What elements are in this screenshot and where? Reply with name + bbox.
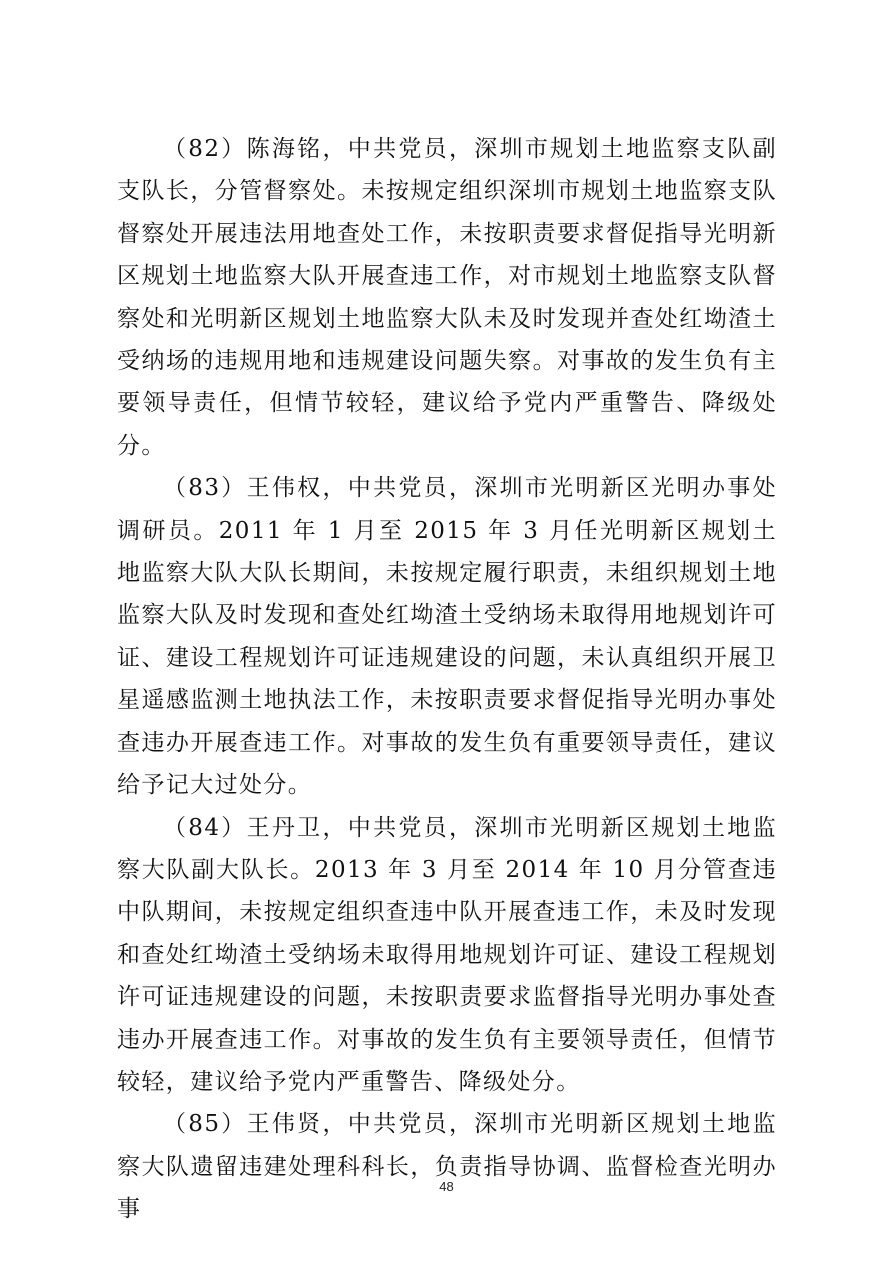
page-number: 48	[439, 1179, 454, 1194]
paragraph-83: （83）王伟权，中共党员，深圳市光明新区光明办事处调研员。2011 年 1 月至 2015 年 3 月任光明新区规划土地监察大队大队长期间，未按规定履行职责，未组织规划土地监察大队及时发现和查处红坳渣土受纳场未取得用地规划许可证、建设工程规划许可证违规建设的问题，未认真组织开展卫星遥感监测土地执法工作，未按职责要求督促指导光明办事处查违办开展查违工作。对事故的发生负有重要领导责任，建议给予记大过处分。	[117, 475, 777, 799]
paragraph-82: （82）陈海铭，中共党员，深圳市规划土地监察支队副支队长，分管督察处。未按规定组织深圳市规划土地监察支队督察处开展违法用地查处工作，未按职责要求督促指导光明新区规划土地监察大队开展查违工作，对市规划土地监察支队督察处和光明新区规划土地监察大队未及时发现并查处红坳渣土受纳场的违规用地和违规建设问题失察。对事故的发生负有主要领导责任，但情节较轻，建议给予党内严重警告、降级处分。	[117, 136, 777, 459]
paragraph-84: （84）王丹卫，中共党员，深圳市光明新区规划土地监察大队副大队长。2013 年 3 月至 2014 年 10 月分管查违中队期间，未按规定组织查违中队开展查违工作，未及时发现和查处红坳渣土受纳场未取得用地规划许可证、建设工程规划许可证违规建设的问题，未按职责要求监督指导光明办事处查违办开展查违工作。对事故的发生负有主要领导责任，但情节较轻，建议给予党内严重警告、降级处分。	[117, 814, 777, 1095]
document-body	[117, 128, 777, 1231]
paragraph-85: （85）王伟贤，中共党员，深圳市光明新区规划土地监察大队遗留违建处理科科长，负责指导协调、监督检查光明办事	[117, 1111, 777, 1223]
